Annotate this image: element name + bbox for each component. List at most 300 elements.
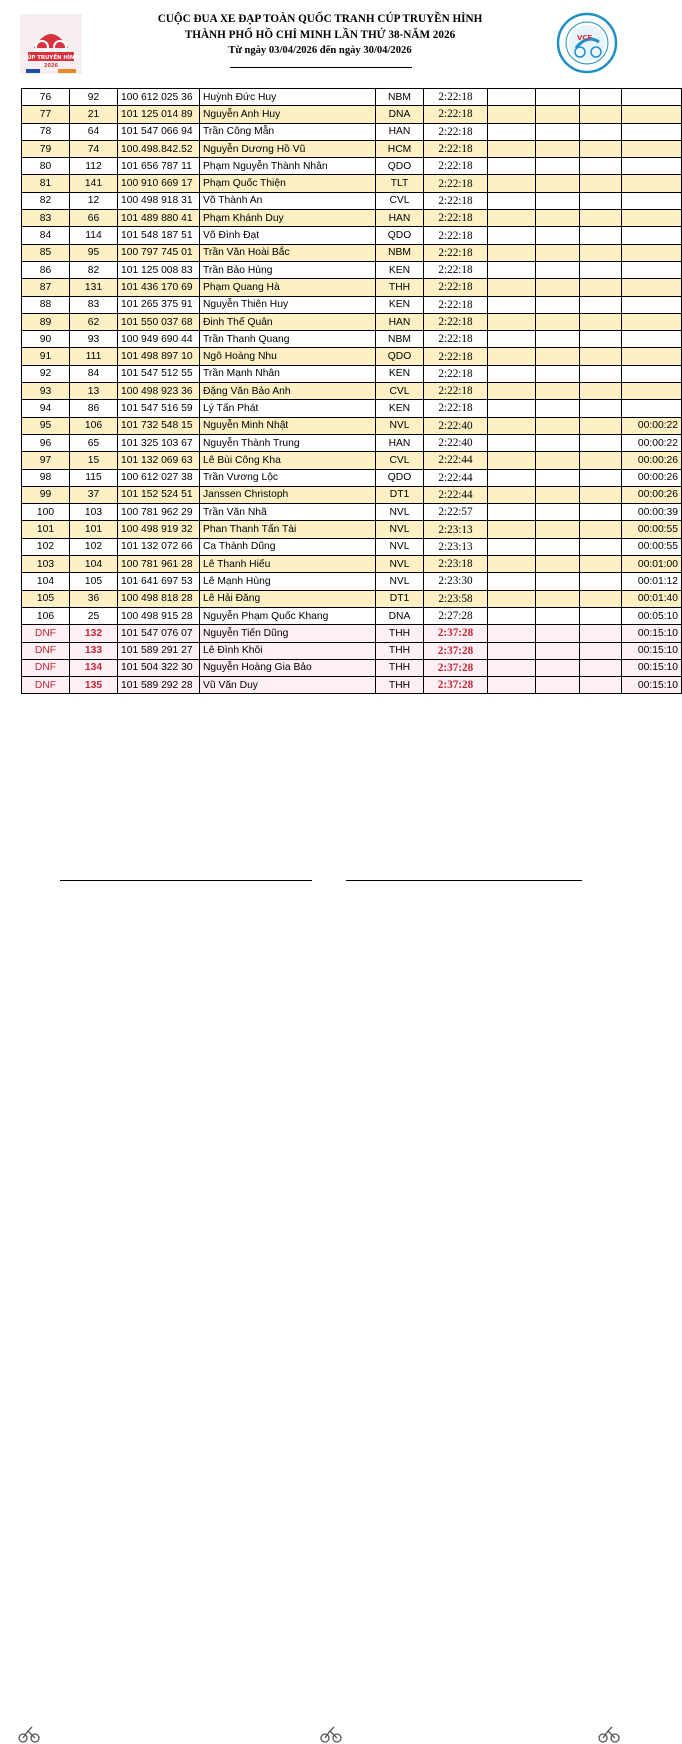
table-row bbox=[22, 89, 682, 106]
uci-id-cell: 100 498 923 36 bbox=[118, 383, 200, 400]
empty-cell bbox=[488, 504, 536, 521]
uci-id-cell: 100 498 915 28 bbox=[118, 607, 200, 624]
team-code-cell: THH bbox=[376, 279, 424, 296]
rank-cell: 102 bbox=[22, 538, 70, 555]
finish-time-cell: 2:23:13 bbox=[424, 521, 488, 538]
team-code-cell: QDO bbox=[376, 158, 424, 175]
rider-name-cell: Lê Mạnh Hùng bbox=[200, 573, 376, 590]
table-row bbox=[22, 279, 682, 296]
empty-cell bbox=[536, 89, 580, 106]
rider-name-cell: Trần Bảo Hùng bbox=[200, 261, 376, 278]
cup-logo bbox=[20, 14, 82, 74]
empty-cell bbox=[580, 331, 622, 348]
rank-cell: 100 bbox=[22, 504, 70, 521]
empty-cell bbox=[580, 313, 622, 330]
team-code-cell: NBM bbox=[376, 89, 424, 106]
table-row bbox=[22, 365, 682, 382]
rank-cell: 97 bbox=[22, 452, 70, 469]
time-gap-cell bbox=[622, 296, 682, 313]
empty-cell bbox=[580, 89, 622, 106]
rank-cell: 87 bbox=[22, 279, 70, 296]
empty-cell bbox=[536, 383, 580, 400]
finish-time-cell: 2:22:18 bbox=[424, 244, 488, 261]
empty-cell bbox=[536, 642, 580, 659]
time-gap-cell: 00:00:26 bbox=[622, 452, 682, 469]
time-gap-cell bbox=[622, 210, 682, 227]
empty-cell bbox=[488, 642, 536, 659]
uci-id-cell: 101 436 170 69 bbox=[118, 279, 200, 296]
rank-cell: 92 bbox=[22, 365, 70, 382]
team-code-cell: NBM bbox=[376, 244, 424, 261]
table-row bbox=[22, 175, 682, 192]
table-row bbox=[22, 261, 682, 278]
rank-cell: 79 bbox=[22, 140, 70, 157]
bib-cell: 36 bbox=[70, 590, 118, 607]
empty-cell bbox=[580, 573, 622, 590]
team-code-cell: NVL bbox=[376, 573, 424, 590]
finish-time-cell: 2:22:18 bbox=[424, 296, 488, 313]
rank-cell: 96 bbox=[22, 434, 70, 451]
empty-cell bbox=[488, 434, 536, 451]
empty-cell bbox=[536, 348, 580, 365]
finish-time-cell: 2:22:18 bbox=[424, 365, 488, 382]
uci-id-cell: 100 612 027 38 bbox=[118, 469, 200, 486]
bib-cell: 141 bbox=[70, 175, 118, 192]
finish-time-cell: 2:22:18 bbox=[424, 331, 488, 348]
time-gap-cell: 00:00:22 bbox=[622, 417, 682, 434]
empty-cell bbox=[580, 279, 622, 296]
table-row bbox=[22, 244, 682, 261]
time-gap-cell: 00:01:12 bbox=[622, 573, 682, 590]
rider-name-cell: Janssen Christoph bbox=[200, 486, 376, 503]
empty-cell bbox=[536, 123, 580, 140]
rider-name-cell: Trần Vương Lộc bbox=[200, 469, 376, 486]
bib-cell: 131 bbox=[70, 279, 118, 296]
finish-time-cell: 2:23:13 bbox=[424, 538, 488, 555]
uci-id-cell: 100 797 745 01 bbox=[118, 244, 200, 261]
table-row bbox=[22, 642, 682, 659]
empty-cell bbox=[536, 625, 580, 642]
empty-cell bbox=[580, 175, 622, 192]
empty-cell bbox=[488, 106, 536, 123]
rank-cell: 105 bbox=[22, 590, 70, 607]
empty-cell bbox=[488, 521, 536, 538]
rider-name-cell: Đặng Văn Bảo Anh bbox=[200, 383, 376, 400]
time-gap-cell bbox=[622, 158, 682, 175]
bib-cell: 102 bbox=[70, 538, 118, 555]
uci-id-cell: 101 325 103 67 bbox=[118, 434, 200, 451]
time-gap-cell bbox=[622, 400, 682, 417]
rank-cell: 88 bbox=[22, 296, 70, 313]
finish-time-cell: 2:22:40 bbox=[424, 417, 488, 434]
uci-id-cell: 101 125 008 83 bbox=[118, 261, 200, 278]
time-gap-cell bbox=[622, 175, 682, 192]
rank-cell: 90 bbox=[22, 331, 70, 348]
team-code-cell: CVL bbox=[376, 383, 424, 400]
rider-name-cell: Lê Hải Đăng bbox=[200, 590, 376, 607]
finish-time-cell: 2:22:18 bbox=[424, 210, 488, 227]
finish-time-cell: 2:22:18 bbox=[424, 123, 488, 140]
empty-cell bbox=[488, 400, 536, 417]
rider-name-cell: Lý Tấn Phát bbox=[200, 400, 376, 417]
bib-cell: 92 bbox=[70, 89, 118, 106]
empty-cell bbox=[580, 261, 622, 278]
rank-cell: 76 bbox=[22, 89, 70, 106]
team-code-cell: KEN bbox=[376, 400, 424, 417]
bib-cell: 64 bbox=[70, 123, 118, 140]
bib-cell: 103 bbox=[70, 504, 118, 521]
table-row bbox=[22, 434, 682, 451]
bib-cell: 111 bbox=[70, 348, 118, 365]
uci-id-cell: 101 656 787 11 bbox=[118, 158, 200, 175]
finish-time-cell: 2:22:18 bbox=[424, 140, 488, 157]
uci-id-cell: 101 265 375 91 bbox=[118, 296, 200, 313]
empty-cell bbox=[536, 521, 580, 538]
time-gap-cell: 00:15:10 bbox=[622, 625, 682, 642]
bib-cell: 65 bbox=[70, 434, 118, 451]
team-code-cell: KEN bbox=[376, 365, 424, 382]
empty-cell bbox=[580, 106, 622, 123]
rank-cell: 81 bbox=[22, 175, 70, 192]
rider-name-cell: Trần Mạnh Nhân bbox=[200, 365, 376, 382]
table-row bbox=[22, 192, 682, 209]
empty-cell bbox=[536, 434, 580, 451]
rank-cell: DNF bbox=[22, 677, 70, 694]
empty-cell bbox=[536, 486, 580, 503]
rider-name-cell: Vũ Văn Duy bbox=[200, 677, 376, 694]
empty-cell bbox=[536, 469, 580, 486]
uci-id-cell: 101 589 291 27 bbox=[118, 642, 200, 659]
table-row bbox=[22, 452, 682, 469]
team-code-cell: THH bbox=[376, 642, 424, 659]
bib-cell: 13 bbox=[70, 383, 118, 400]
empty-cell bbox=[580, 504, 622, 521]
empty-cell bbox=[488, 452, 536, 469]
empty-cell bbox=[536, 365, 580, 382]
page-header bbox=[0, 0, 640, 80]
empty-cell bbox=[580, 607, 622, 624]
team-code-cell: QDO bbox=[376, 348, 424, 365]
empty-cell bbox=[536, 192, 580, 209]
finish-time-cell: 2:22:44 bbox=[424, 452, 488, 469]
finish-time-cell: 2:22:18 bbox=[424, 158, 488, 175]
time-gap-cell bbox=[622, 331, 682, 348]
time-gap-cell: 00:05:10 bbox=[622, 607, 682, 624]
empty-cell bbox=[536, 227, 580, 244]
footer-line-right bbox=[346, 880, 582, 881]
rank-cell: DNF bbox=[22, 659, 70, 676]
empty-cell bbox=[580, 365, 622, 382]
team-code-cell: QDO bbox=[376, 227, 424, 244]
rank-cell: 95 bbox=[22, 417, 70, 434]
table-row bbox=[22, 469, 682, 486]
event-dates: Từ ngày 03/04/2026 đến ngày 30/04/2026 bbox=[228, 45, 412, 56]
table-row bbox=[22, 659, 682, 676]
table-row bbox=[22, 556, 682, 573]
time-gap-cell bbox=[622, 123, 682, 140]
empty-cell bbox=[536, 417, 580, 434]
rider-name-cell: Nguyễn Anh Huy bbox=[200, 106, 376, 123]
team-code-cell: HAN bbox=[376, 313, 424, 330]
finish-time-cell: 2:23:30 bbox=[424, 573, 488, 590]
team-code-cell: QDO bbox=[376, 469, 424, 486]
team-code-cell: HAN bbox=[376, 434, 424, 451]
rank-cell: DNF bbox=[22, 625, 70, 642]
empty-cell bbox=[488, 556, 536, 573]
team-code-cell: DT1 bbox=[376, 486, 424, 503]
team-code-cell: NVL bbox=[376, 521, 424, 538]
time-gap-cell: 00:00:26 bbox=[622, 469, 682, 486]
time-gap-cell bbox=[622, 106, 682, 123]
table-row bbox=[22, 625, 682, 642]
time-gap-cell: 00:00:55 bbox=[622, 538, 682, 555]
rider-name-cell: Nguyễn Thành Trung bbox=[200, 434, 376, 451]
team-code-cell: THH bbox=[376, 677, 424, 694]
rider-name-cell: Ngô Hoàng Nhu bbox=[200, 348, 376, 365]
footer-line-left bbox=[60, 880, 312, 881]
empty-cell bbox=[580, 417, 622, 434]
finish-time-cell: 2:27:28 bbox=[424, 607, 488, 624]
bib-cell: 84 bbox=[70, 365, 118, 382]
rank-cell: 94 bbox=[22, 400, 70, 417]
team-code-cell: THH bbox=[376, 625, 424, 642]
rank-cell: 83 bbox=[22, 210, 70, 227]
rank-cell: 101 bbox=[22, 521, 70, 538]
team-code-cell: HAN bbox=[376, 123, 424, 140]
table-row bbox=[22, 677, 682, 694]
vcf-logo bbox=[556, 12, 618, 74]
time-gap-cell bbox=[622, 365, 682, 382]
table-row bbox=[22, 158, 682, 175]
empty-cell bbox=[488, 313, 536, 330]
empty-cell bbox=[488, 625, 536, 642]
header-divider bbox=[230, 67, 412, 68]
finish-time-cell: 2:37:28 bbox=[424, 642, 488, 659]
bib-cell: 105 bbox=[70, 573, 118, 590]
table-row bbox=[22, 400, 682, 417]
bib-cell: 101 bbox=[70, 521, 118, 538]
team-code-cell: NBM bbox=[376, 331, 424, 348]
time-gap-cell: 00:01:00 bbox=[622, 556, 682, 573]
bib-cell: 74 bbox=[70, 140, 118, 157]
empty-cell bbox=[488, 469, 536, 486]
empty-cell bbox=[536, 677, 580, 694]
empty-cell bbox=[580, 452, 622, 469]
rider-name-cell: Lê Đình Khôi bbox=[200, 642, 376, 659]
table-row bbox=[22, 573, 682, 590]
svg-text:2026: 2026 bbox=[44, 63, 58, 69]
rider-name-cell: Trần Văn Nhã bbox=[200, 504, 376, 521]
bib-cell: 114 bbox=[70, 227, 118, 244]
bib-cell: 25 bbox=[70, 607, 118, 624]
time-gap-cell: 00:15:10 bbox=[622, 642, 682, 659]
table-row bbox=[22, 607, 682, 624]
svg-text:CÚP TRUYỀN HÌNH: CÚP TRUYỀN HÌNH bbox=[23, 55, 79, 61]
empty-cell bbox=[488, 158, 536, 175]
rider-name-cell: Trần Văn Hoài Bắc bbox=[200, 244, 376, 261]
finish-time-cell: 2:22:18 bbox=[424, 279, 488, 296]
bib-cell: 133 bbox=[70, 642, 118, 659]
empty-cell bbox=[580, 400, 622, 417]
table-row bbox=[22, 348, 682, 365]
empty-cell bbox=[536, 331, 580, 348]
bib-cell: 115 bbox=[70, 469, 118, 486]
team-code-cell: KEN bbox=[376, 296, 424, 313]
rider-name-cell: Trần Công Mẫn bbox=[200, 123, 376, 140]
bib-cell: 135 bbox=[70, 677, 118, 694]
rider-name-cell: Nguyễn Hoàng Gia Bảo bbox=[200, 659, 376, 676]
empty-cell bbox=[580, 538, 622, 555]
empty-cell bbox=[536, 175, 580, 192]
empty-cell bbox=[488, 175, 536, 192]
bib-cell: 15 bbox=[70, 452, 118, 469]
results-table bbox=[21, 88, 682, 694]
time-gap-cell: 00:00:26 bbox=[622, 486, 682, 503]
empty-cell bbox=[580, 210, 622, 227]
bib-cell: 86 bbox=[70, 400, 118, 417]
empty-cell bbox=[488, 227, 536, 244]
rider-name-cell: Nguyễn Tiến Dũng bbox=[200, 625, 376, 642]
team-code-cell: THH bbox=[376, 659, 424, 676]
team-code-cell: NVL bbox=[376, 504, 424, 521]
empty-cell bbox=[580, 140, 622, 157]
empty-cell bbox=[488, 590, 536, 607]
uci-id-cell: 100 498 918 31 bbox=[118, 192, 200, 209]
finish-time-cell: 2:23:58 bbox=[424, 590, 488, 607]
empty-cell bbox=[488, 659, 536, 676]
empty-cell bbox=[580, 642, 622, 659]
uci-id-cell: 101 152 524 51 bbox=[118, 486, 200, 503]
team-code-cell: DNA bbox=[376, 106, 424, 123]
team-code-cell: NVL bbox=[376, 538, 424, 555]
rider-name-cell: Phạm Khánh Duy bbox=[200, 210, 376, 227]
table-row bbox=[22, 590, 682, 607]
cyclist-icon bbox=[18, 1722, 40, 1744]
rider-name-cell: Võ Đình Đạt bbox=[200, 227, 376, 244]
rank-cell: 78 bbox=[22, 123, 70, 140]
empty-cell bbox=[536, 452, 580, 469]
rank-cell: 106 bbox=[22, 607, 70, 624]
finish-time-cell: 2:22:18 bbox=[424, 383, 488, 400]
time-gap-cell bbox=[622, 227, 682, 244]
table-row bbox=[22, 296, 682, 313]
empty-cell bbox=[488, 279, 536, 296]
bib-cell: 37 bbox=[70, 486, 118, 503]
empty-cell bbox=[580, 348, 622, 365]
empty-cell bbox=[488, 383, 536, 400]
uci-id-cell: 101 132 072 66 bbox=[118, 538, 200, 555]
table-row bbox=[22, 521, 682, 538]
empty-cell bbox=[488, 607, 536, 624]
bib-cell: 62 bbox=[70, 313, 118, 330]
uci-id-cell: 100 498 919 32 bbox=[118, 521, 200, 538]
bib-cell: 66 bbox=[70, 210, 118, 227]
finish-time-cell: 2:22:40 bbox=[424, 434, 488, 451]
empty-cell bbox=[580, 556, 622, 573]
rank-cell: DNF bbox=[22, 642, 70, 659]
uci-id-cell: 101 548 187 51 bbox=[118, 227, 200, 244]
finish-time-cell: 2:22:57 bbox=[424, 504, 488, 521]
rider-name-cell: Đinh Thế Quân bbox=[200, 313, 376, 330]
rider-name-cell: Phạm Quốc Thiện bbox=[200, 175, 376, 192]
finish-time-cell: 2:22:18 bbox=[424, 348, 488, 365]
uci-id-cell: 100.498.842.52 bbox=[118, 140, 200, 157]
table-row bbox=[22, 140, 682, 157]
table-row bbox=[22, 417, 682, 434]
table-row bbox=[22, 123, 682, 140]
empty-cell bbox=[488, 210, 536, 227]
empty-cell bbox=[488, 192, 536, 209]
empty-cell bbox=[580, 123, 622, 140]
uci-id-cell: 100 781 962 29 bbox=[118, 504, 200, 521]
empty-cell bbox=[488, 538, 536, 555]
uci-id-cell: 100 949 690 44 bbox=[118, 331, 200, 348]
empty-cell bbox=[536, 296, 580, 313]
bib-cell: 106 bbox=[70, 417, 118, 434]
rider-name-cell: Trần Thanh Quang bbox=[200, 331, 376, 348]
rank-cell: 80 bbox=[22, 158, 70, 175]
empty-cell bbox=[580, 296, 622, 313]
empty-cell bbox=[580, 521, 622, 538]
rider-name-cell: Phan Thanh Tấn Tài bbox=[200, 521, 376, 538]
team-code-cell: KEN bbox=[376, 261, 424, 278]
bib-cell: 132 bbox=[70, 625, 118, 642]
bib-cell: 83 bbox=[70, 296, 118, 313]
finish-time-cell: 2:22:18 bbox=[424, 106, 488, 123]
empty-cell bbox=[536, 659, 580, 676]
finish-time-cell: 2:22:18 bbox=[424, 261, 488, 278]
rank-cell: 77 bbox=[22, 106, 70, 123]
empty-cell bbox=[488, 573, 536, 590]
empty-cell bbox=[536, 313, 580, 330]
empty-cell bbox=[580, 677, 622, 694]
rider-name-cell: Lê Bùi Công Kha bbox=[200, 452, 376, 469]
time-gap-cell bbox=[622, 261, 682, 278]
table-row bbox=[22, 313, 682, 330]
time-gap-cell: 00:00:55 bbox=[622, 521, 682, 538]
empty-cell bbox=[580, 383, 622, 400]
rider-name-cell: Ca Thành Dũng bbox=[200, 538, 376, 555]
rank-cell: 104 bbox=[22, 573, 70, 590]
empty-cell bbox=[536, 261, 580, 278]
team-code-cell: DT1 bbox=[376, 590, 424, 607]
table-row bbox=[22, 227, 682, 244]
rank-cell: 84 bbox=[22, 227, 70, 244]
finish-time-cell: 2:22:18 bbox=[424, 175, 488, 192]
uci-id-cell: 101 547 516 59 bbox=[118, 400, 200, 417]
bib-cell: 112 bbox=[70, 158, 118, 175]
cyclist-icon bbox=[598, 1722, 620, 1744]
rank-cell: 93 bbox=[22, 383, 70, 400]
empty-cell bbox=[488, 89, 536, 106]
bib-cell: 95 bbox=[70, 244, 118, 261]
finish-time-cell: 2:22:18 bbox=[424, 313, 488, 330]
rider-name-cell: Nguyễn Dương Hồ Vũ bbox=[200, 140, 376, 157]
empty-cell bbox=[488, 331, 536, 348]
table-row bbox=[22, 383, 682, 400]
time-gap-cell: 00:00:22 bbox=[622, 434, 682, 451]
uci-id-cell: 101 125 014 89 bbox=[118, 106, 200, 123]
time-gap-cell: 00:15:10 bbox=[622, 659, 682, 676]
rider-name-cell: Nguyễn Thiên Huy bbox=[200, 296, 376, 313]
team-code-cell: NVL bbox=[376, 417, 424, 434]
uci-id-cell: 101 489 880 41 bbox=[118, 210, 200, 227]
empty-cell bbox=[488, 123, 536, 140]
rider-name-cell: Phạm Nguyễn Thành Nhân bbox=[200, 158, 376, 175]
time-gap-cell bbox=[622, 348, 682, 365]
empty-cell bbox=[580, 227, 622, 244]
bib-cell: 93 bbox=[70, 331, 118, 348]
